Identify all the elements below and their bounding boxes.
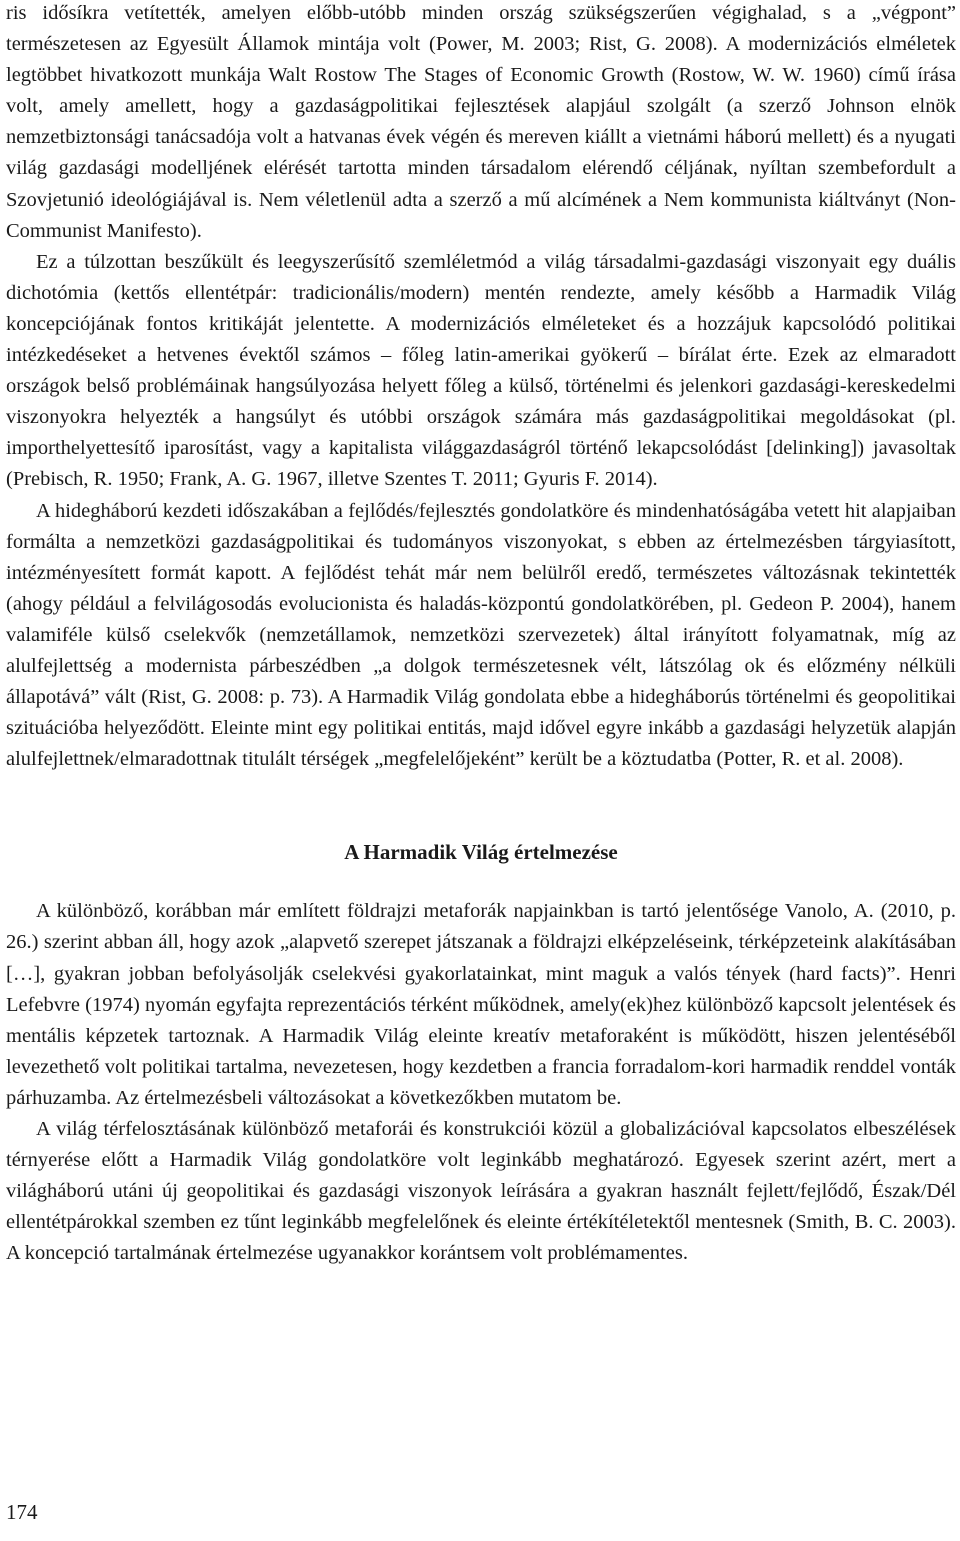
paragraph-modernization-theories: ris idősíkra vetítették, amelyen előbb-utóbb minden ország szükségszerűen végighalad, s a „végpont” természetesen az Egyesült Államok mintája volt (Power, M. 2003; Rist, G. 2008). A modernizációs elméletek legtöbbet hivatkozott munkája Walt Rostow The Stages of Economic Growth (Rostow, W. W. 1960) című írása volt, amely amellett, hogy a gazdaságpolitikai fejlesztések alapjául szolgált (a szerző Johnson elnök nemzetbiztonsági tanácsadója volt a hatvanas évek végén és mereven kiállt a vietnámi háború mellett) és a nyugati világ gazdasági modelljének elérését tartotta minden társadalom elérendő céljának, nyíltan szembefordult a Szovjetunió ideológiájával is. Nem véletlenül adta a szerző a mű alcímének a Nem kommunista kiáltványt (Non-Communist Manifesto). [6, 2, 956, 242]
paragraph-world-division-metaphors: A világ térfelosztásának különböző metaforái és konstrukciói közül a globalizációval kapcsolatos elbeszélések térnyerése előtt a Harmadik Világ gondolatköre volt leginkább meghatározó. Egyesek szerint azért, mert a világháború utáni új geopolitikai és gazdasági viszonyok leírására a gyakran használt fejlett/fejlődő, Észak/Dél ellentétpárokkal szemben ez tűnt leginkább megfelelőnek és eleinte értékítéletektől mentesnek (Smith, B. C. 2003). A koncepció tartalmának értelmezése ugyanakkor korántsem volt problémamentes. [6, 1118, 956, 1265]
section-heading: A Harmadik Világ értelmezése [344, 840, 618, 865]
paragraph-dichotomy-critique: Ez a túlzottan beszűkült és leegyszerűsítő szemléletmód a világ társadalmi-gazdasági viszonyait egy duális dichotómia (kettős ellentétpár: tradicionális/modern) mentén rendezte, amely később a Harmadik Világ koncepciójának fontos kritikáját jelentette. A modernizációs elméleteket és a hozzájuk kapcsolódó politikai intézkedéseket a hetvenes évektől számos – főleg latin-amerikai gyökerű – bírálat érte. Ezek az elmaradott országok belső problémáinak hangsúlyozása helyett főleg a külső, történelmi és jelenkori gazdasági-kereskedelmi viszonyokra helyezték a hangsúlyt és utóbbi országok számára más gazdaságpolitikai megoldásokat (pl. importhelyettesítő iparosítást, vagy a kapitalista világgazdaságról történő lekapcsolódást [delinking]) javasoltak (Prebisch, R. 1950; Frank, A. G. 1967, illetve Szentes T. 2011; Gyuris F. 2014). [6, 250, 956, 491]
paragraph-cold-war-development: A hidegháború kezdeti időszakában a fejlődés/fejlesztés gondolatköre és mindenhatóságába vetett hit alapjaiban formálta a nemzetközi gazdaságpolitikai és tudományos viszonyokat, s ebben az értelmezésben tárgyiasított, intézményesített formát kapott. A fejlődést tehát már nem belülről eredő, természetes változásnak tekintették (ahogy például a felvilágosodás evolucionista és haladás-központú gondolatkörében, pl. Gedeon P. 2004), hanem valamiféle külső cselekvők (nemzetállamok, nemzetközi szervezetek) által irányított folyamatnak, míg az alulfejlettség a modernista párbeszédben „a dolgok természetesnek vélt, látszólag ok és előzmény nélküli állapotává” vált (Rist, G. 2008: p. 73). A Harmadik Világ gondolata ebbe a hidegháborús történelmi és geopolitikai szituációba helyeződött. Eleinte mint egy politikai entitás, majd idővel egyre inkább a gazdasági helyzetük alapján alulfejlettnek/elmaradottnak titulált térségek „megfelelőjeként” került be a köztudatba (Potter, R. et al. 2008). [6, 499, 956, 771]
page-number: 174 [6, 1500, 38, 1524]
paragraph-geographic-metaphors: A különböző, korábban már említett földrajzi metaforák napjainkban is tartó jelentősége Vanolo, A. (2010, p. 26.) szerint abban áll, hogy azok „alapvető szerepet játszanak a földrajzi elképzeléseink, térképzeteink alakításában […], gyakran jobban befolyásolják cselekvési gyakorlatainkat, mint maguk a valós tények (hard facts)”. Henri Lefebvre (1974) nyomán egyfajta reprezentációs térként működnek, amely(ek)hez különböző kapcsolt jelentések és mentális képzetek tartoznak. A Harmadik Világ eleinte kreatív metaforaként is működött, hiszen jelentéséből levezethető volt politikai tartalma, nevezetesen, hogy kezdetben a francia forradalom-kori harmadik renddel vonták párhuzamba. Az értelmezésbeli változásokat a következőkben mutatom be. [6, 900, 956, 1109]
page-body [6, 0, 956, 1269]
